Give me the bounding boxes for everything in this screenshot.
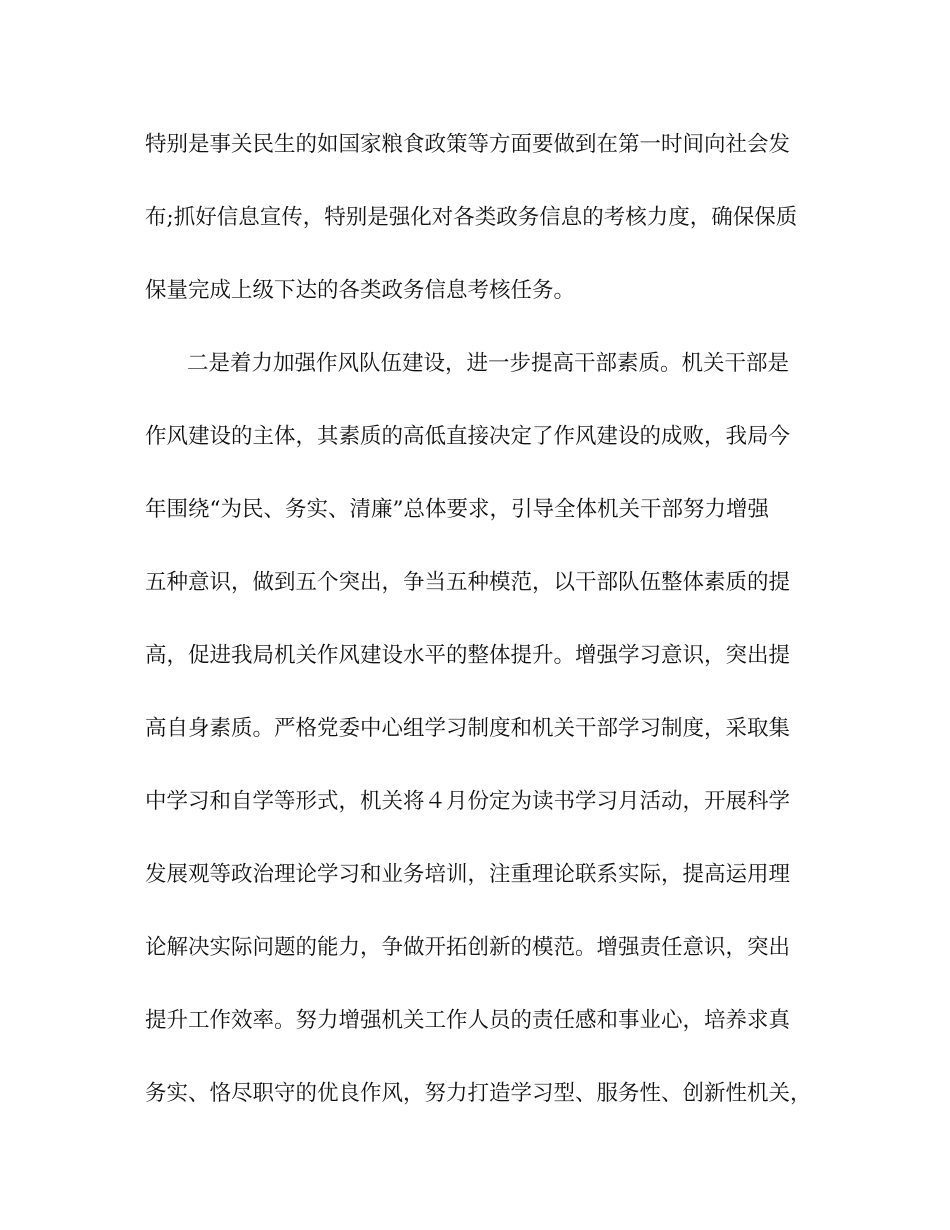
text-line: 特别是事关民生的如国家粮食政策等方面要做到在第一时间向社会发 — [145, 132, 791, 157]
text-line: 作风建设的主体，其素质的高低直接决定了作风建设的成败，我局今 — [145, 424, 791, 449]
text-line: 布;抓好信息宣传，特别是强化对各类政务信息的考核力度，确保保质 — [145, 205, 798, 230]
text-line: 高自身素质。严格党委中心组学习制度和机关干部学习制度，采取集 — [145, 716, 791, 741]
text-line: 务实、恪尽职守的优良作风，努力打造学习型、服务性、创新性机关， — [145, 1081, 812, 1106]
text-line: 论解决实际问题的能力，争做开拓创新的模范。增强责任意识，突出 — [145, 935, 791, 960]
text-line: 年围绕“为民、务实、清廉”总体要求，引导全体机关干部努力增强 — [145, 497, 769, 522]
text-line: 高，促进我局机关作风建设水平的整体提升。增强学习意识，突出提 — [145, 643, 791, 668]
text-line: 保量完成上级下达的各类政务信息考核任务。 — [145, 278, 576, 303]
text-line: 发展观等政治理论学习和业务培训，注重理论联系实际，提高运用理 — [145, 862, 791, 887]
paragraph-first-line: 二是着力加强作风队伍建设，进一步提高干部素质。机关干部是 — [187, 351, 790, 376]
text-line: 五种意识，做到五个突出，争当五种模范，以干部队伍整体素质的提 — [145, 570, 791, 595]
text-line: 中学习和自学等形式，机关将４月份定为读书学习月活动，开展科学 — [145, 789, 791, 814]
text-line: 提升工作效率。努力增强机关工作人员的责任感和事业心，培养求真 — [145, 1008, 791, 1033]
